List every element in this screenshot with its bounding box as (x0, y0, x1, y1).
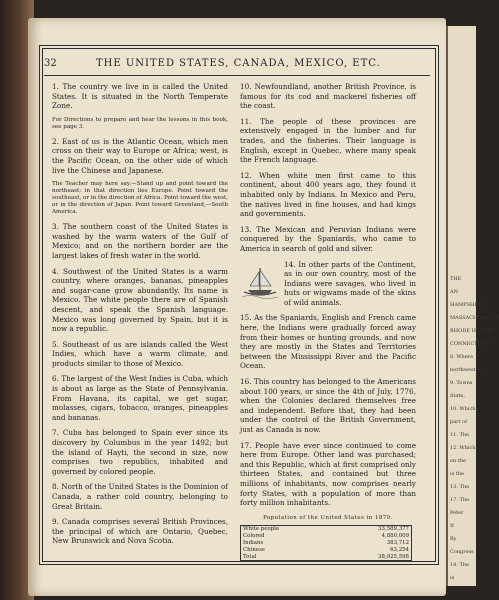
row-value: 383,712 (386, 539, 409, 546)
paragraph: 6. The largest of the West Indies is Cuba, which is about as large as the State of Pennsylvania. From Havana, its capital, we get sugar, molasses, cigars, tobacco, oranges, pineapples and bananas. (52, 374, 228, 422)
strip-fragment: MASSACHUSETTS (450, 315, 499, 321)
paragraph: 4. Southwest of the United States is a warm country, where oranges, bananas, pineapples and sugar-cane grow abundantly. Its name is Mexico. The white people there are of Spanish descent, and speak the Spanish language. Mexico was long governed by Spain, but it is now a republic. (52, 266, 228, 334)
strip-fragment: 8. Where (450, 354, 474, 360)
row-label: Chinese (243, 546, 265, 553)
paragraph: 10. Newfoundland, another British Province, is famous for its cod and mackerel fisheries off the coast. (240, 82, 416, 111)
strip-fragment: State, (450, 393, 465, 399)
strip-fragment: By (450, 536, 457, 542)
table-row (241, 526, 412, 533)
table-caption: Population of the United States in 1870. (263, 514, 393, 521)
strip-fragment: 10. Which (450, 406, 476, 412)
strip-fragment: Congress (450, 549, 474, 555)
paragraph: 8. North of the United States is the Dominion of Canada, a rather cold country, belonging to Great Britain. (52, 482, 228, 511)
paragraph: 17. People have ever since continued to come here from Europe. Other land was purchased; and this Republic, which at first comprised only thirteen States, and contained but three millions of inhabitants, now comprises nearly forty States, with a population of more than forty million inhabitants. (240, 440, 416, 508)
strip-fragment: northwest of (450, 367, 483, 373)
right-column (240, 82, 416, 560)
paragraph: 16. This country has belonged to the Americans about 100 years, or since the 4th of July, 1776, when the Colonies declared themselves free and independent. Before that, they had been under the control of the British Government, just as Canada is now. (240, 377, 416, 434)
row-value: 33,589,377 (378, 526, 409, 533)
strip-fragment: Peter (450, 510, 464, 516)
strip-fragment: 17. The (450, 497, 470, 503)
strip-fragment: is (450, 575, 455, 581)
ship-illustration (240, 262, 280, 302)
paragraph: 7. Cuba has belonged to Spain ever since its discovery by Columbus in the year 1492; but the island of Hayti, the second in size, now comprises two republics, inhabited and governed by colored people. (52, 428, 228, 476)
strip-fragment: HAMPSHIRE (450, 302, 484, 308)
strip-fragment: 9. Towns (450, 380, 473, 386)
row-label: Colored (243, 533, 265, 540)
table-row (241, 547, 412, 554)
row-label: Indians (243, 539, 264, 546)
book-page (28, 18, 446, 596)
header-rule (44, 75, 430, 76)
teacher-note: For Directions to prepare and hear the lessons in this book, see page 3. (52, 116, 228, 130)
paragraph: 12. When white men first came to this continent, about 400 years ago, they found it inhabited only by Indians. In Mexico and Peru, the natives lived in fine houses, and had kings and governments. (240, 170, 416, 219)
left-column (52, 82, 228, 552)
page-number: 32 (44, 58, 57, 69)
strip-fragment: RHODE ISLAND (450, 328, 493, 334)
strip-fragment: THE (450, 276, 462, 282)
strip-fragment: CONNECTICUT (450, 341, 491, 347)
row-value: 38,925,598 (378, 553, 409, 560)
paragraph: 15. As the Spaniards, English and French came here, the Indians were gradually forced away from their homes or hunting grounds, and now they are mostly in the States and Territories between the Mississippi River and the Pacific Ocean. (240, 313, 416, 371)
strip-fragment: 13. The (450, 484, 470, 490)
population-table (240, 525, 412, 561)
page-title: THE UNITED STATES, CANADA, MEXICO, ETC. (96, 58, 381, 69)
strip-fragment: is the (450, 471, 464, 477)
strip-fragment: 14. The (450, 562, 470, 568)
row-value: 63,254 (390, 546, 409, 553)
row-label: Total (243, 553, 257, 560)
strip-fragment: part of (450, 419, 468, 425)
table-row (241, 533, 412, 540)
table-row (241, 540, 412, 547)
paragraph: 5. Southeast of us are islands called the West Indies, which have a warm climate, and products similar to those of Mexico. (52, 339, 228, 368)
strip-fragment: 11. The (450, 432, 470, 438)
paragraph: 13. The Mexican and Peruvian Indians were conquered by the Spaniards, who came to America in search of gold and silver. (240, 224, 416, 253)
strip-fragment: AN (450, 289, 458, 295)
paragraph: 2. East of us is the Atlantic Ocean, which men cross on their way to Europe or Africa; west, is the Pacific Ocean, on the other side of which live the Chinese and Japanese. (52, 136, 228, 175)
teacher-note: The Teacher may here say.—Stand up and point toward the northeast; in that direction lies Europe. Point toward the southeast, or in the direction of Africa. Point toward the west, or in the direction of Japan. Point toward Greenland,—South America. (52, 181, 228, 216)
row-label: White people (243, 526, 280, 533)
paragraph: 11. The people of these provinces are extensively engaged in the lumber and fur trades, and the fisheries. Their language is English, except in Quebec, where many speak the French language. (240, 116, 416, 165)
row-value: 4,880,009 (381, 533, 409, 540)
table-row (241, 554, 412, 561)
page-header (44, 58, 430, 76)
paragraph: 3. The southern coast of the United States is washed by the warm waters of the Gulf of Mexico; and on the northern border are the largest lakes of fresh water in the world. (52, 222, 228, 260)
strip-fragment: on the (450, 458, 467, 464)
strip-fragment: If (450, 523, 454, 529)
paragraph: 9. Canada comprises several British Provinces, the principal of which are Ontario, Quebec, New Brunswick and Nova Scotia. (52, 517, 228, 546)
strip-fragment: 12. Which (450, 445, 476, 451)
next-page-edge (446, 26, 499, 586)
paragraph: 1. The country we live in is called the United States. It is situated in the North Temperate Zone. (52, 82, 228, 111)
paragraph: 14. In other parts of the Continent, as in our own country, most of the Indians were savages, who lived in huts or wigwams made of the skins of wild animals. (284, 259, 416, 307)
